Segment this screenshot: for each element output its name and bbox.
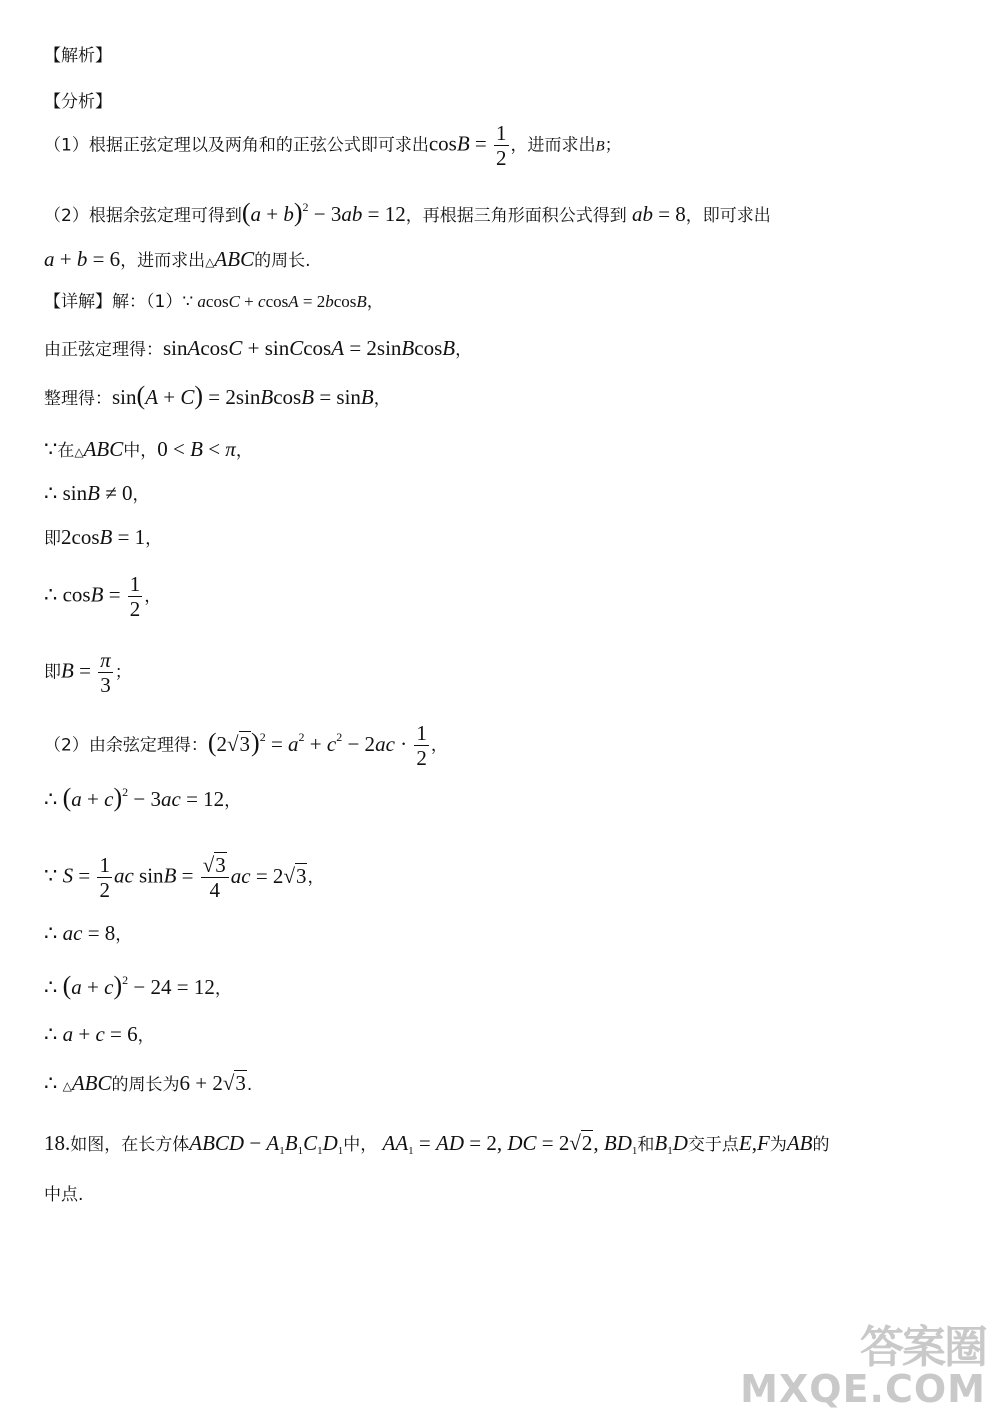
watermark-logo: 答案圈 [860,1322,986,1373]
detail-line-6: 即2cosB = 1， [44,525,163,549]
analysis-line-2: （2）根据余弦定理可得到$(a + b)^2 - 3ab = 12$，再根据三角形面积公式得到 ab = 8，即可求出 [44,198,771,227]
analysis-line-3: a + b = 6，进而求出△ABC的周长. [44,247,311,271]
detail-line-14: ∴ a + c = 6， [44,1022,155,1046]
fenxi-heading: 【分析】 [44,92,112,112]
watermark [740,1322,986,1411]
detail-line-10: ∴ $(a + c)^2 - 3ac = 12$， [44,783,242,812]
detail-line-7: ∴ cosB = $\frac{1}{2}$ ， [44,572,162,621]
detail-line-11: ∵ S = $\frac{1}{2}$ ac sinB = $\frac{√3}{4}$ ac = 2√3， [44,853,325,902]
detail-line-1: 【详解】解：（1）∵ acosC + ccosA = 2bcosB， [44,292,384,312]
detail-line-4: ∵在△ABC中，0 < B < π， [44,437,253,461]
detail-line-5: ∴ sinB ≠ 0， [44,481,150,505]
detail-line-15: ∴ △ABC的周长为6 + 2√3. [44,1071,253,1095]
analysis-line-1: （1）根据正弦定理以及两角和的正弦公式即可求出cosB = $\frac{1}{2}$ ，进而求出B； [44,121,622,170]
detail-line-2: 由正弦定理得：sinAcosC + sinCcosA = 2sinBcosB， [44,336,473,360]
watermark-site: MXQE.COM [740,1367,986,1411]
question-18-line-1: 18.如图，在长方体ABCD − $A_1B_1C_1D_1$中， $AA_1$ = AD = 2, DC = 2√2, $BD_1$和$B_1D$交于点E,F为AB的 [44,1131,830,1157]
detail-line-3: 整理得：sin(A + C) = 2sinBcosB = sinB， [44,381,391,410]
detail-line-13: ∴ $(a + c)^2 - 24 = 12$， [44,971,232,1000]
jiexi-heading: 【解析】 [44,46,112,66]
question-18-line-2: 中点. [44,1185,84,1205]
detail-line-12: ∴ ac = 8， [44,921,133,945]
detail-line-9: （2）由余弦定理得：$(2√3)^2 = a^2 + c^2 - 2ac$ · $\frac{1}{2}$ ， [44,721,448,770]
detail-line-8: 即B = $\frac{\pi}{3}$ ； [44,648,132,697]
